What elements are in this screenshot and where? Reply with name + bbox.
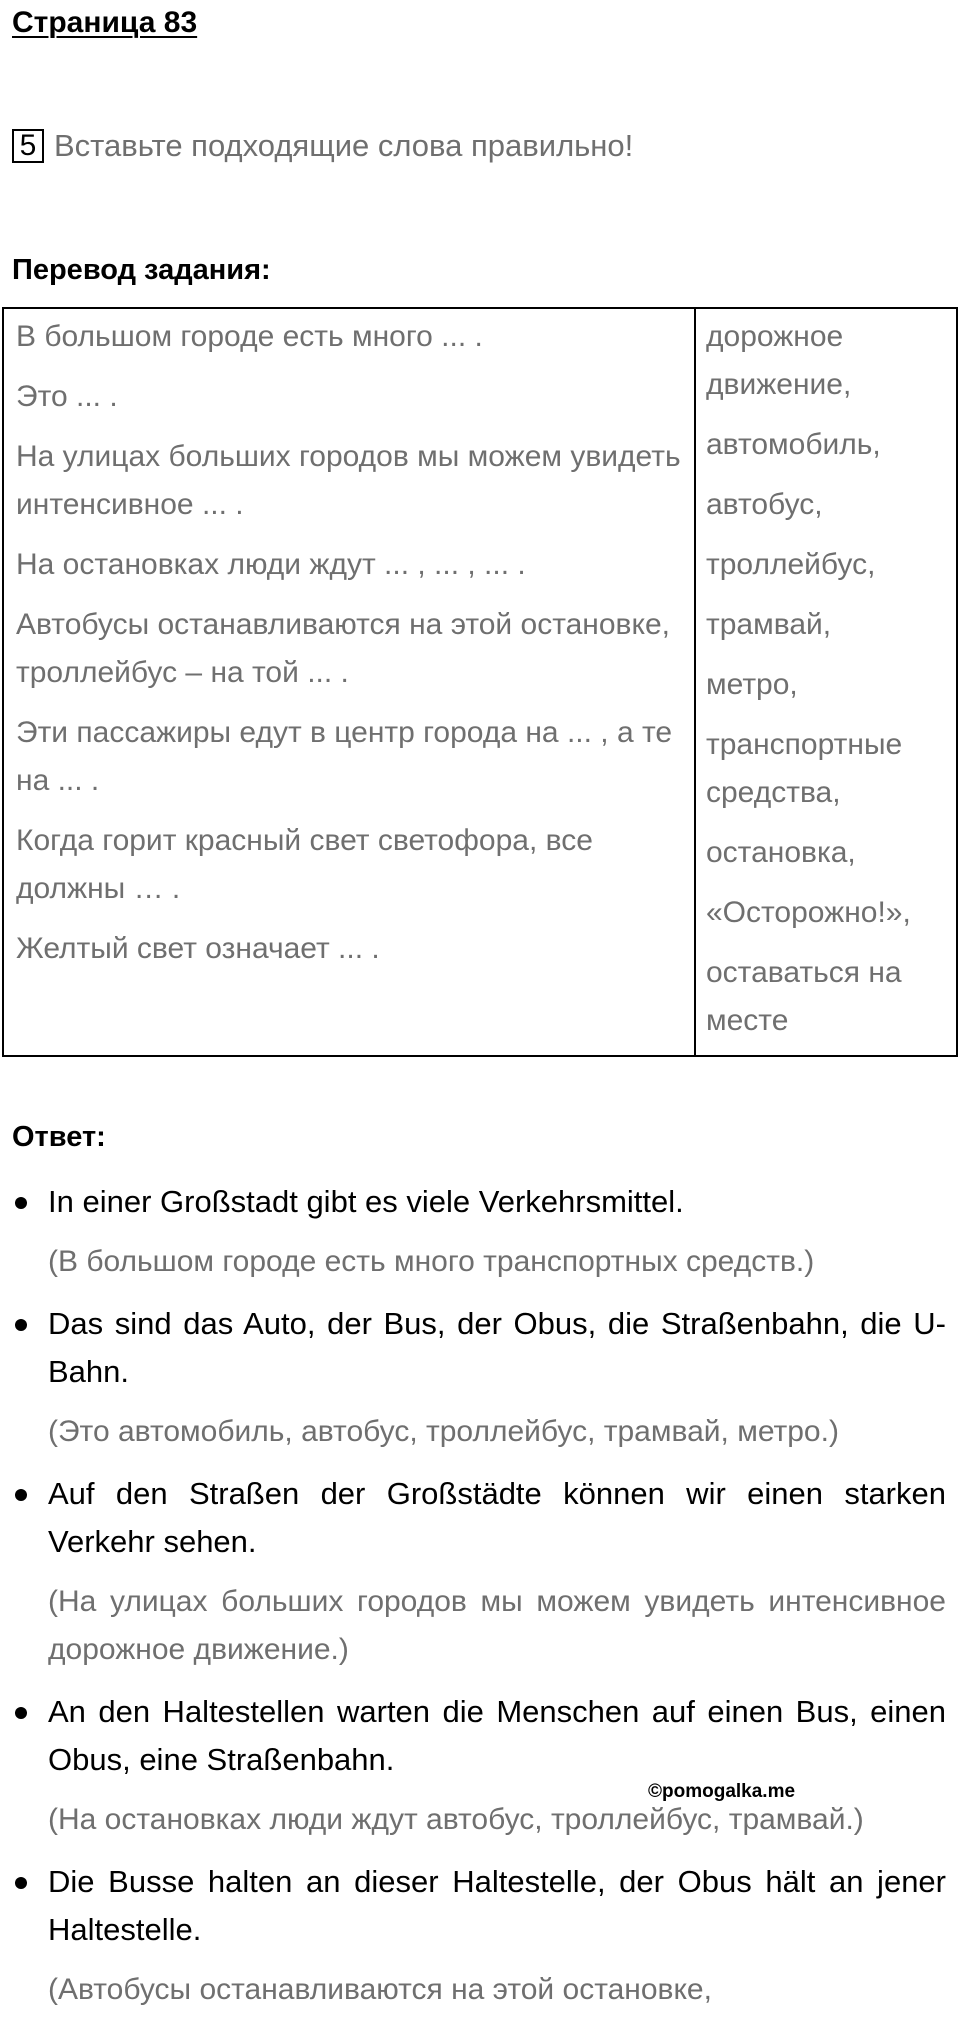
bullet-icon xyxy=(15,1319,27,1331)
translation-heading: Перевод задания: xyxy=(12,254,271,286)
sentence-item: Эти пассажиры едут в центр города на ... , а те на ... . xyxy=(16,716,673,797)
bullet-icon xyxy=(15,1489,27,1501)
answer-item xyxy=(0,1300,960,1456)
sentence-item: На улицах больших городов мы можем увидеть интенсивное ... . xyxy=(16,440,681,521)
answer-german: Das sind das Auto, der Bus, der Obus, die Straßenbahn, die U-Bahn. xyxy=(48,1306,946,1389)
sentences-column xyxy=(16,313,681,985)
word-item: трамвай, xyxy=(706,608,832,641)
sentence-item: Автобусы останавливаются на этой остановке, троллейбус – на той ... . xyxy=(16,608,670,689)
word-item: дорожное движение, xyxy=(706,320,852,401)
answer-item xyxy=(0,1470,960,1674)
answer-russian: (На улицах больших городов мы можем увидеть интенсивное дорожное движение.) xyxy=(48,1585,946,1666)
answer-list xyxy=(0,1178,960,2028)
table-column-divider xyxy=(694,309,696,1055)
bullet-icon xyxy=(15,1877,27,1889)
words-column xyxy=(706,313,951,1057)
word-item: метро, xyxy=(706,668,798,701)
bullet-icon xyxy=(15,1197,27,1209)
answer-german: In einer Großstadt gibt es viele Verkehrsmittel. xyxy=(48,1184,684,1219)
task-header xyxy=(12,128,633,164)
task-table xyxy=(2,307,958,1057)
answer-heading: Ответ: xyxy=(12,1121,106,1153)
sentence-item: Это ... . xyxy=(16,380,118,413)
word-item: оставаться на месте xyxy=(706,956,902,1037)
answer-russian: (В большом городе есть много транспортных средств.) xyxy=(48,1245,815,1278)
task-number-box: 5 xyxy=(12,129,44,163)
answer-item xyxy=(0,1858,960,2014)
word-item: троллейбус, xyxy=(706,548,876,581)
word-item: автобус, xyxy=(706,488,823,521)
sentence-item: В большом городе есть много ... . xyxy=(16,320,483,353)
word-item: остановка, xyxy=(706,836,856,869)
answer-russian: (На остановках люди ждут автобус, троллейбус, трамвай.) xyxy=(48,1803,864,1836)
word-item: транспортные средства, xyxy=(706,728,903,809)
answer-german: An den Haltestellen warten die Menschen auf einen Bus, einen Obus, eine Straßenbahn. xyxy=(48,1694,946,1777)
sentence-item: Желтый свет означает ... . xyxy=(16,932,380,965)
answer-russian: (Автобусы останавливаются на этой остановке, xyxy=(48,1973,712,2006)
sentence-item: На остановках люди ждут ... , ... , ... . xyxy=(16,548,526,581)
answer-item xyxy=(0,1688,960,1844)
sentence-item: Когда горит красный свет светофора, все должны … . xyxy=(16,824,593,905)
watermark: ©pomogalka.me xyxy=(648,1781,796,1802)
word-item: автомобиль, xyxy=(706,428,881,461)
word-item: «Осторожно!», xyxy=(706,896,911,929)
answer-item xyxy=(0,1178,960,1286)
answer-german: Auf den Straßen der Großstädte können wir einen starken Verkehr sehen. xyxy=(48,1476,946,1559)
bullet-icon xyxy=(15,1707,27,1719)
answer-russian: (Это автомобиль, автобус, троллейбус, трамвай, метро.) xyxy=(48,1415,839,1448)
task-instruction: Вставьте подходящие слова правильно! xyxy=(54,128,634,163)
answer-german: Die Busse halten an dieser Haltestelle, der Obus hält an jener Haltestelle. xyxy=(48,1864,946,1947)
page-title: Страница 83 xyxy=(12,6,198,39)
